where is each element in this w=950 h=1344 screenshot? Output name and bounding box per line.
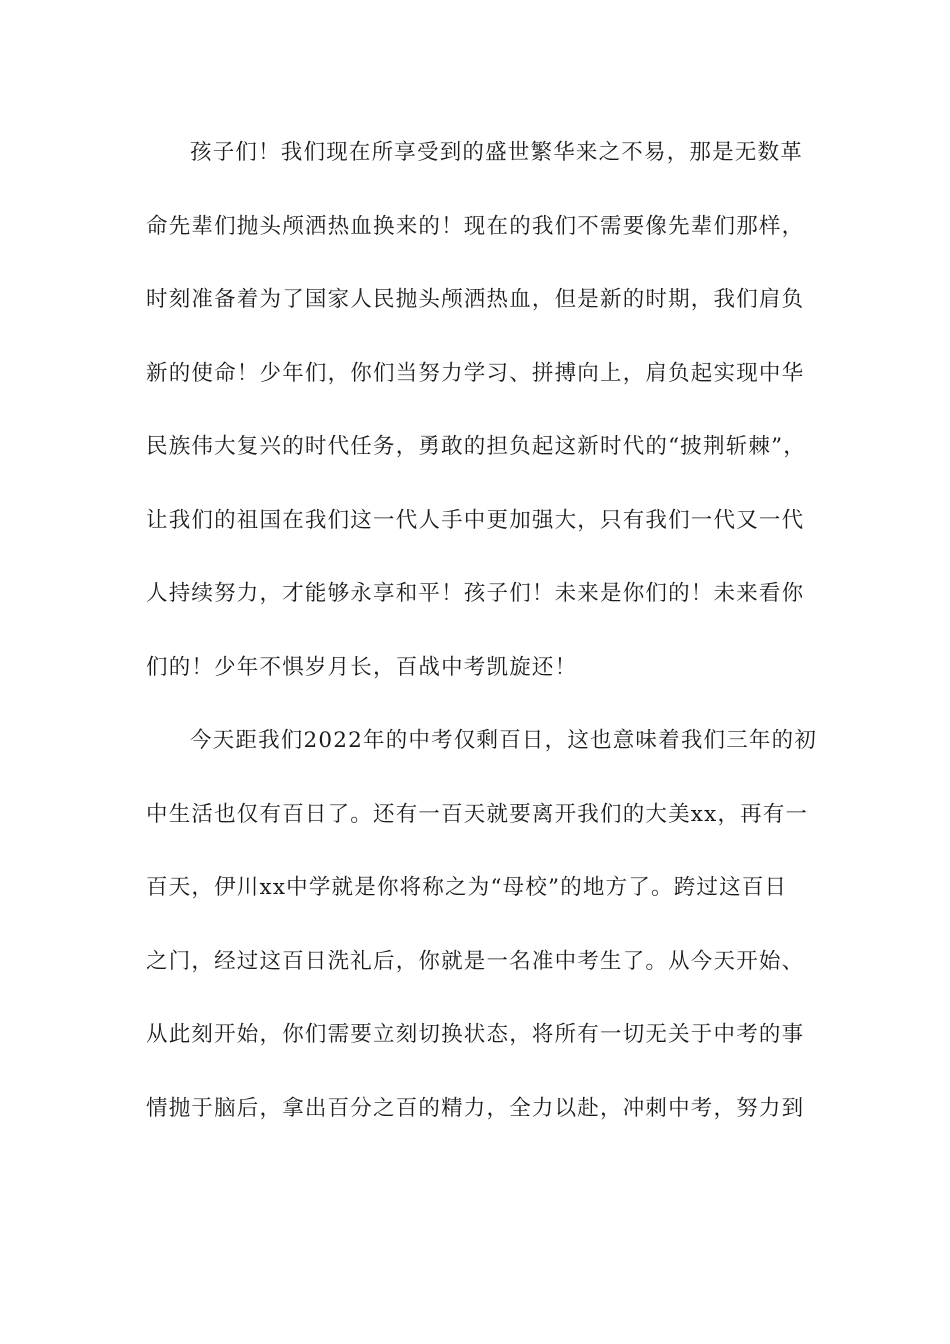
text-line: 们的！少年不惧岁月长，百战中考凯旋还！	[146, 654, 578, 680]
text-line: 今天距我们2022年的中考仅剩百日，这也意味着我们三年的初	[190, 728, 818, 753]
text-line: 情抛于脑后，拿出百分之百的精力，全力以赴，冲刺中考，努力到	[146, 1095, 805, 1121]
text-line: 中生活也仅有百日了。还有一百天就要离开我们的大美xx，再有一	[146, 801, 809, 827]
text-line: 命先辈们抛头颅洒热血换来的！现在的我们不需要像先辈们那样，	[146, 213, 805, 239]
document-body	[146, 128, 818, 1157]
text-line: 新的使命！少年们，你们当努力学习、拼搏向上，肩负起实现中华	[146, 360, 805, 386]
paragraph-1	[146, 128, 806, 692]
text-line: 人持续努力，才能够永享和平！孩子们！未来是你们的！未来看你	[146, 581, 805, 606]
text-line: 时刻准备着为了国家人民抛头颅洒热血，但是新的时期，我们肩负	[146, 287, 805, 312]
paragraph-2	[146, 716, 818, 1133]
text-line: 孩子们！我们现在所享受到的盛世繁华来之不易，那是无数革	[190, 140, 803, 165]
text-line: 让我们的祖国在我们这一代人手中更加强大，只有我们一代又一代	[146, 507, 805, 533]
text-line: 百天，伊川xx中学就是你将称之为“母校”的地方了。跨过这百日	[146, 875, 788, 900]
text-line: 民族伟大复兴的时代任务，勇敢的担负起这新时代的“披荆斩棘”，	[146, 434, 806, 459]
text-line: 从此刻开始，你们需要立刻切换状态，将所有一切无关于中考的事	[146, 1022, 805, 1047]
text-line: 之门，经过这百日洗礼后，你就是一名准中考生了。从今天开始、	[146, 948, 805, 974]
